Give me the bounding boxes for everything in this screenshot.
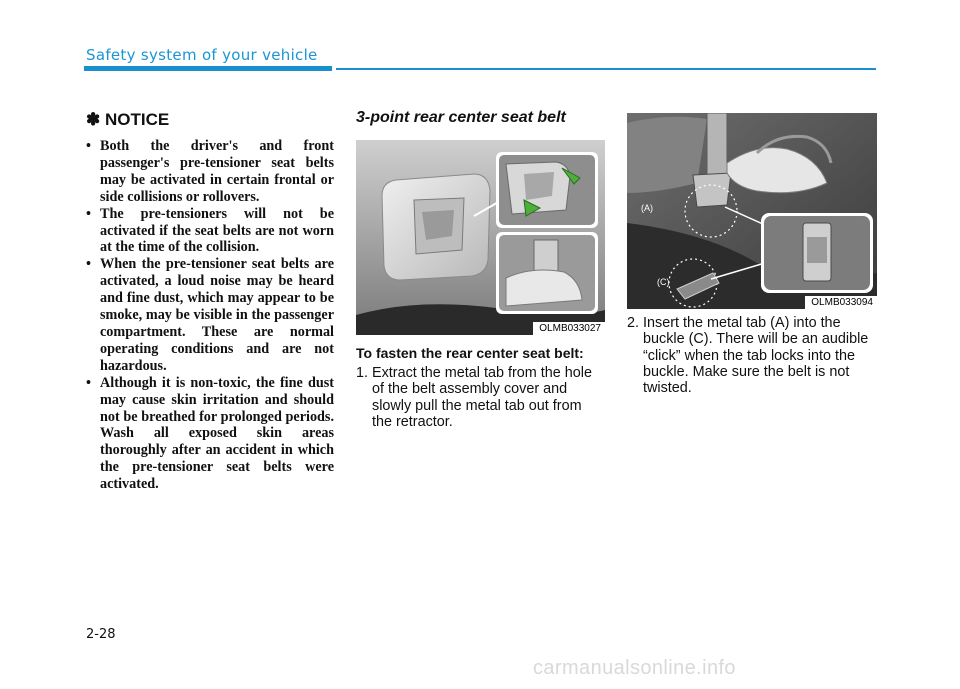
header-rule-thick (84, 66, 332, 71)
figure-buckle (627, 113, 877, 309)
figure-seat-belt-cover (356, 140, 605, 335)
label-a: (A) (641, 203, 653, 213)
label-c: (C) (657, 277, 670, 287)
step-1 (356, 365, 604, 430)
rear-center-heading: 3-point rear center seat belt (356, 109, 566, 126)
notice-list (86, 138, 334, 493)
notice-item (86, 138, 334, 206)
header-rule-thin (336, 68, 876, 70)
notice-heading: ✽ NOTICE (86, 110, 170, 129)
notice-item-text: Both the driver's and front passenger's pre-tensioner seat belts may be activated in certain frontal or side collisions or rollovers. (100, 138, 334, 205)
step-text: Extract the metal tab from the hole of the belt assembly cover and slowly pull the metal tab out from the retractor. (372, 365, 592, 430)
notice-item (86, 375, 334, 493)
bullet-glyph: • (86, 256, 91, 273)
notice-item-text: Although it is non-toxic, the fine dust may cause skin irritation and should not be breathed for prolonged periods. Wash all exposed skin areas thoroughly after an accident in which the pre-tensioner seat belts were activated. (100, 374, 334, 493)
seat-belt-cover-illustration (356, 140, 605, 335)
figure-code: OLMB033094 (805, 296, 877, 309)
bullet-glyph: • (86, 138, 91, 154)
bullet-glyph: • (86, 374, 91, 391)
notice-item (86, 256, 334, 374)
bullet-glyph: • (86, 205, 91, 222)
figure-code: OLMB033027 (533, 322, 605, 335)
step-number: 1. (356, 365, 369, 381)
notice-item-text: When the pre-tensioner seat belts are activated, a loud noise may be heard and fine dust, which may appear to be smoke, may be visible in the passenger compartment. These are normal operating conditions and are not hazardous. (100, 256, 334, 374)
section-title: Safety system of your vehicle (86, 46, 318, 64)
page-number: 2-28 (86, 627, 116, 642)
step-2 (627, 315, 877, 396)
step-text: Insert the metal tab (A) into the buckle (C). There will be an audible “click” when the tab locks into the buckle. Make sure the belt is not twisted. (643, 315, 869, 397)
watermark: carmanualsonline.info (533, 657, 736, 679)
notice-item (86, 206, 334, 257)
step-number: 2. (627, 315, 640, 331)
fasten-heading: To fasten the rear center seat belt: (356, 345, 584, 361)
buckle-illustration (627, 113, 877, 309)
notice-item-text: The pre-tensioners will not be activated if the seat belts are not worn at the time of the collision. (100, 205, 334, 256)
